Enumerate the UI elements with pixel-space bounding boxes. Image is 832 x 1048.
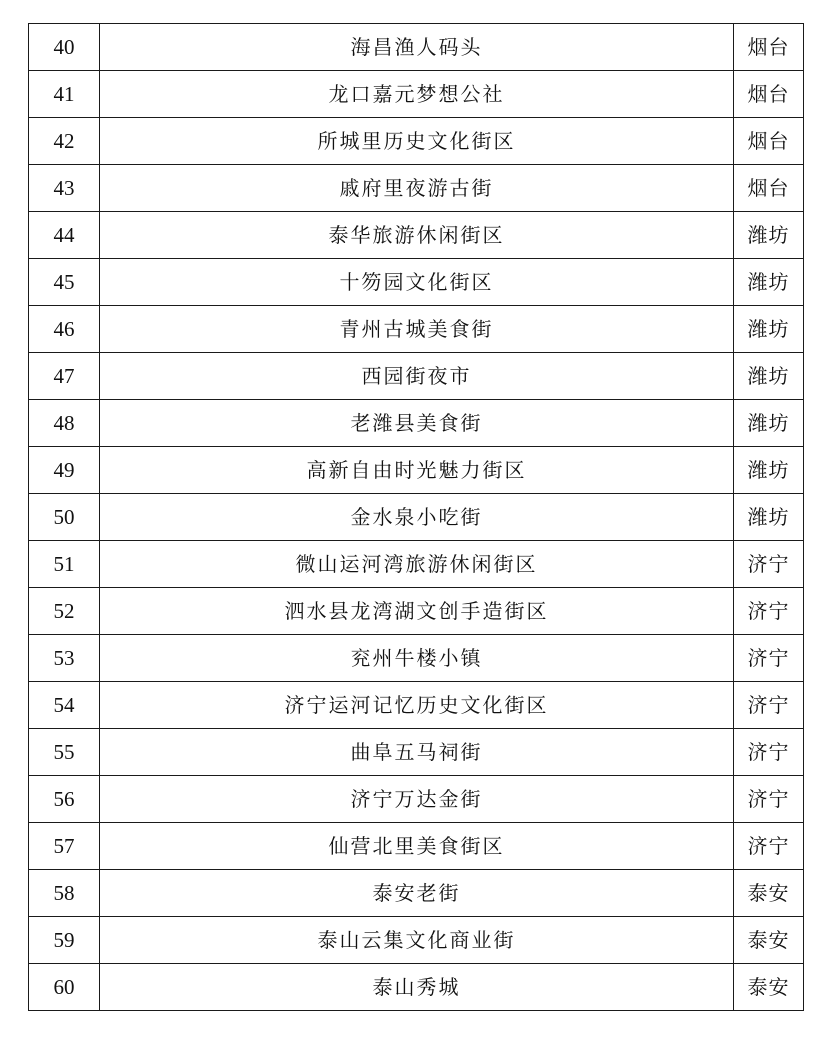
city-name: 烟台 — [734, 118, 804, 165]
row-number: 58 — [29, 870, 100, 917]
district-name: 海昌渔人码头 — [100, 24, 734, 71]
district-name: 西园街夜市 — [100, 353, 734, 400]
district-name: 泰华旅游休闲街区 — [100, 212, 734, 259]
table-row — [29, 494, 804, 541]
city-name: 济宁 — [734, 588, 804, 635]
row-number: 43 — [29, 165, 100, 212]
district-name: 金水泉小吃街 — [100, 494, 734, 541]
table-row — [29, 306, 804, 353]
table-row — [29, 212, 804, 259]
district-name: 泰安老街 — [100, 870, 734, 917]
city-name: 泰安 — [734, 917, 804, 964]
table-row — [29, 400, 804, 447]
city-name: 济宁 — [734, 635, 804, 682]
row-number: 41 — [29, 71, 100, 118]
district-name: 高新自由时光魅力街区 — [100, 447, 734, 494]
table-row — [29, 165, 804, 212]
district-name: 所城里历史文化街区 — [100, 118, 734, 165]
table-row — [29, 259, 804, 306]
district-table — [28, 23, 804, 1011]
city-name: 潍坊 — [734, 259, 804, 306]
row-number: 57 — [29, 823, 100, 870]
row-number: 46 — [29, 306, 100, 353]
row-number: 60 — [29, 964, 100, 1011]
city-name: 济宁 — [734, 776, 804, 823]
city-name: 潍坊 — [734, 447, 804, 494]
city-name: 潍坊 — [734, 306, 804, 353]
row-number: 47 — [29, 353, 100, 400]
table-row — [29, 118, 804, 165]
table-row — [29, 353, 804, 400]
district-name: 微山运河湾旅游休闲街区 — [100, 541, 734, 588]
row-number: 49 — [29, 447, 100, 494]
city-name: 泰安 — [734, 870, 804, 917]
table-row — [29, 776, 804, 823]
row-number: 48 — [29, 400, 100, 447]
district-name: 济宁运河记忆历史文化街区 — [100, 682, 734, 729]
row-number: 51 — [29, 541, 100, 588]
city-name: 潍坊 — [734, 212, 804, 259]
city-name: 济宁 — [734, 541, 804, 588]
district-name: 龙口嘉元梦想公社 — [100, 71, 734, 118]
city-name: 烟台 — [734, 165, 804, 212]
city-name: 烟台 — [734, 71, 804, 118]
city-name: 泰安 — [734, 964, 804, 1011]
table-row — [29, 823, 804, 870]
district-name: 泗水县龙湾湖文创手造街区 — [100, 588, 734, 635]
district-name: 泰山秀城 — [100, 964, 734, 1011]
row-number: 42 — [29, 118, 100, 165]
row-number: 55 — [29, 729, 100, 776]
row-number: 52 — [29, 588, 100, 635]
district-name: 济宁万达金街 — [100, 776, 734, 823]
table-row — [29, 24, 804, 71]
table-row — [29, 964, 804, 1011]
district-name: 兖州牛楼小镇 — [100, 635, 734, 682]
city-name: 潍坊 — [734, 494, 804, 541]
district-name: 青州古城美食街 — [100, 306, 734, 353]
row-number: 45 — [29, 259, 100, 306]
district-name: 老潍县美食街 — [100, 400, 734, 447]
city-name: 潍坊 — [734, 353, 804, 400]
table-body — [29, 24, 804, 1011]
district-table-container — [28, 23, 803, 1011]
table-row — [29, 870, 804, 917]
district-name: 戚府里夜游古街 — [100, 165, 734, 212]
table-row — [29, 447, 804, 494]
district-name: 曲阜五马祠街 — [100, 729, 734, 776]
table-row — [29, 588, 804, 635]
city-name: 济宁 — [734, 729, 804, 776]
table-row — [29, 729, 804, 776]
city-name: 济宁 — [734, 823, 804, 870]
city-name: 烟台 — [734, 24, 804, 71]
row-number: 54 — [29, 682, 100, 729]
table-row — [29, 917, 804, 964]
row-number: 50 — [29, 494, 100, 541]
district-name: 泰山云集文化商业街 — [100, 917, 734, 964]
row-number: 44 — [29, 212, 100, 259]
row-number: 56 — [29, 776, 100, 823]
city-name: 济宁 — [734, 682, 804, 729]
table-row — [29, 541, 804, 588]
row-number: 40 — [29, 24, 100, 71]
district-name: 十笏园文化街区 — [100, 259, 734, 306]
table-row — [29, 682, 804, 729]
city-name: 潍坊 — [734, 400, 804, 447]
table-row — [29, 635, 804, 682]
row-number: 53 — [29, 635, 100, 682]
row-number: 59 — [29, 917, 100, 964]
district-name: 仙营北里美食街区 — [100, 823, 734, 870]
table-row — [29, 71, 804, 118]
